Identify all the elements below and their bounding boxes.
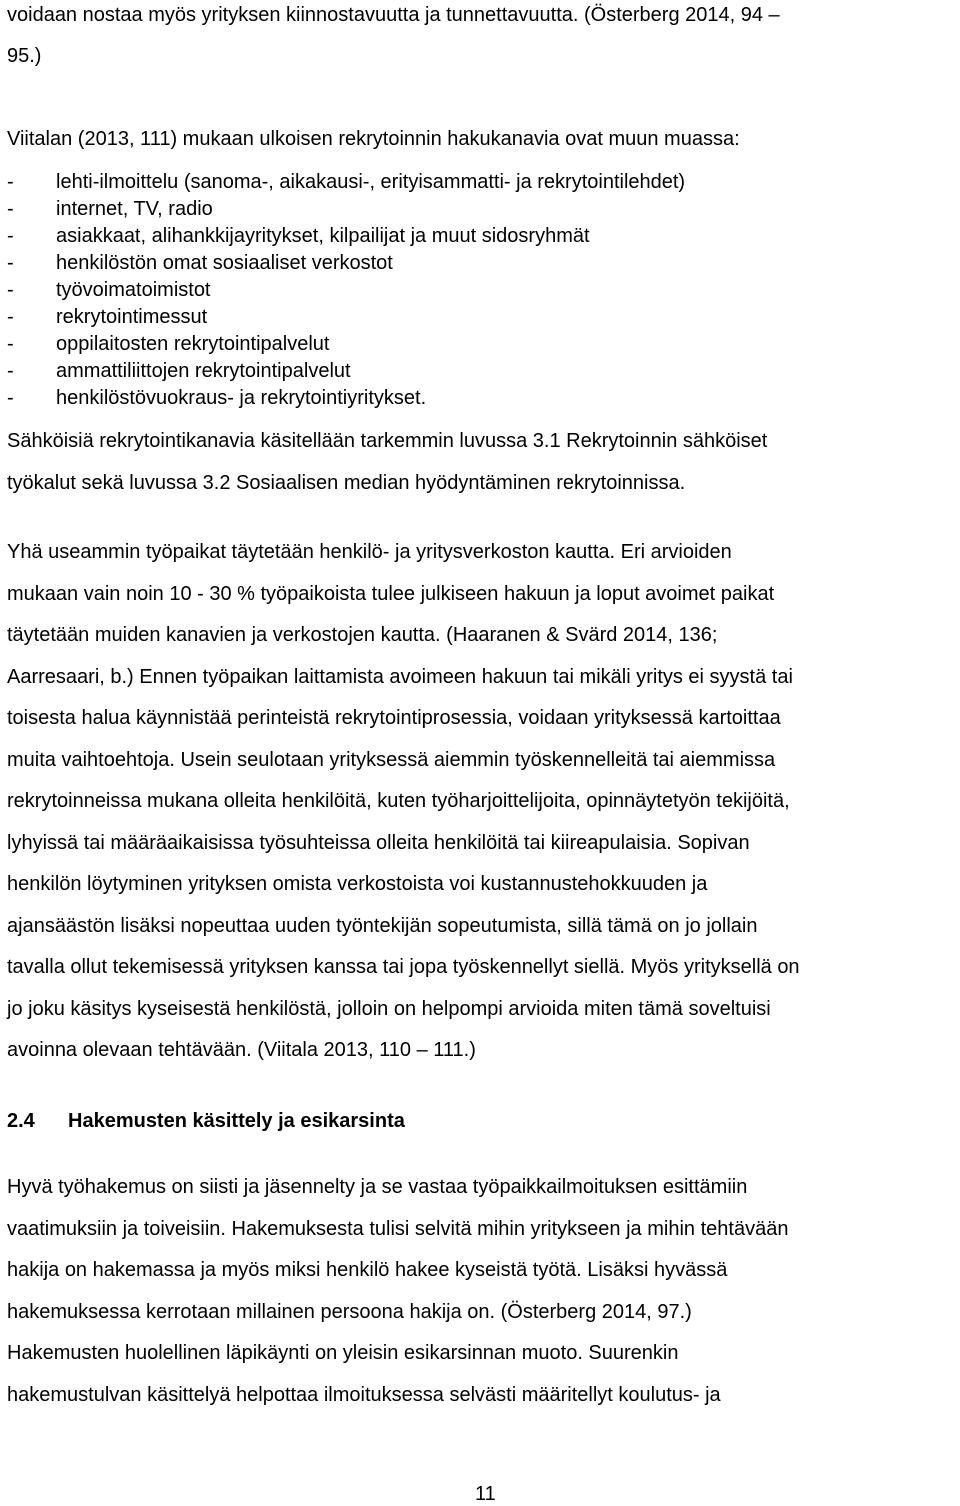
list-dash: - xyxy=(7,360,14,382)
paragraph-line: hakemustulvan käsittelyä helpottaa ilmoituksessa selvästi määritellyt koulutus- ja xyxy=(7,1384,721,1406)
paragraph-line: Hyvä työhakemus on siisti ja jäsennelty ja se vastaa työpaikkailmoituksen esittämiin xyxy=(7,1176,748,1198)
paragraph-line: jo joku käsitys kyseisestä henkilöstä, jolloin on helpompi arvioida miten tämä soveltuisi xyxy=(7,998,771,1020)
list-dash: - xyxy=(7,333,14,355)
paragraph-line: rekrytoinneissa mukana olleita henkilöitä, kuten työharjoittelijoita, opinnäytetyön tekijöitä, xyxy=(7,790,790,812)
paragraph-line: mukaan vain noin 10 - 30 % työpaikoista tulee julkiseen hakuun ja loput avoimet paikat xyxy=(7,583,775,605)
list-dash: - xyxy=(7,171,14,193)
paragraph-line: toisesta halua käynnistää perinteistä rekrytointiprosessia, voidaan yrityksessä kartoittaa xyxy=(7,707,781,729)
paragraph-line: tavalla ollut tekemisessä yrityksen kanssa tai jopa työskennellyt siellä. Myös yrityksellä on xyxy=(7,956,800,978)
list-item-text: internet, TV, radio xyxy=(56,198,213,220)
paragraph-line: ajansäästön lisäksi nopeuttaa uuden työntekijän sopeutumista, sillä tämä on jo jollain xyxy=(7,915,758,937)
paragraph-line: avoinna olevaan tehtävään. (Viitala 2013, 110 – 111.) xyxy=(7,1039,476,1061)
paragraph-line: vaatimuksiin ja toiveisiin. Hakemuksesta tulisi selvitä mihin yritykseen ja mihin tehtävään xyxy=(7,1218,789,1240)
page-number: 11 xyxy=(475,1483,496,1505)
paragraph-line: lyhyissä tai määräaikaisissa työsuhteissa olleita henkilöitä tai kiireapulaisia. Sopivan xyxy=(7,832,750,854)
paragraph-line: Hakemusten huolellinen läpikäynti on yleisin esikarsinnan muoto. Suurenkin xyxy=(7,1342,679,1364)
section-title: Hakemusten käsittely ja esikarsinta xyxy=(68,1110,405,1132)
intro-line-1: voidaan nostaa myös yrityksen kiinnostavuutta ja tunnettavuutta. (Österberg 2014, 94 – xyxy=(7,4,780,26)
list-dash: - xyxy=(7,279,14,301)
list-item-text: henkilöstövuokraus- ja rekrytointiyritykset. xyxy=(56,387,427,409)
list-dash: - xyxy=(7,387,14,409)
intro-line-2: 95.) xyxy=(7,45,42,67)
document-page xyxy=(7,0,953,1503)
paragraph-line: muita vaihtoehtoja. Usein seulotaan yrityksessä aiemmin työskennelleitä tai aiemmissa xyxy=(7,749,776,771)
list-dash: - xyxy=(7,198,14,220)
paragraph-line: täytetään muiden kanavien ja verkostojen kautta. (Haaranen & Svärd 2014, 136; xyxy=(7,624,718,646)
list-item-text: rekrytointimessut xyxy=(56,306,208,328)
paragraph-line: Sähköisiä rekrytointikanavia käsitellään tarkemmin luvussa 3.1 Rekrytoinnin sähköiset xyxy=(7,430,768,452)
list-dash: - xyxy=(7,252,14,274)
list-intro: Viitalan (2013, 111) mukaan ulkoisen rekrytoinnin hakukanavia ovat muun muassa: xyxy=(7,128,740,150)
paragraph-line: hakija on hakemassa ja myös miksi henkilö hakee kyseistä työtä. Lisäksi hyvässä xyxy=(7,1259,728,1281)
list-item-text: työvoimatoimistot xyxy=(56,279,211,301)
list-dash: - xyxy=(7,306,14,328)
paragraph-line: Aarresaari, b.) Ennen työpaikan laittamista avoimeen hakuun tai mikäli yritys ei syystä tai xyxy=(7,666,793,688)
list-item-text: henkilöstön omat sosiaaliset verkostot xyxy=(56,252,393,274)
list-item-text: oppilaitosten rekrytointipalvelut xyxy=(56,333,330,355)
list-dash: - xyxy=(7,225,14,247)
paragraph-line: työkalut sekä luvussa 3.2 Sosiaalisen median hyödyntäminen rekrytoinnissa. xyxy=(7,472,686,494)
list-item-text: ammattiliittojen rekrytointipalvelut xyxy=(56,360,351,382)
list-item-text: lehti-ilmoittelu (sanoma-, aikakausi-, erityisammatti- ja rekrytointilehdet) xyxy=(56,171,686,193)
paragraph-line: hakemuksessa kerrotaan millainen persoona hakija on. (Österberg 2014, 97.) xyxy=(7,1301,692,1323)
paragraph-line: henkilön löytyminen yrityksen omista verkostoista voi kustannustehokkuuden ja xyxy=(7,873,708,895)
section-number: 2.4 xyxy=(7,1110,35,1132)
list-item-text: asiakkaat, alihankkijayritykset, kilpailijat ja muut sidosryhmät xyxy=(56,225,590,247)
paragraph-line: Yhä useammin työpaikat täytetään henkilö- ja yritysverkoston kautta. Eri arvioiden xyxy=(7,541,732,563)
